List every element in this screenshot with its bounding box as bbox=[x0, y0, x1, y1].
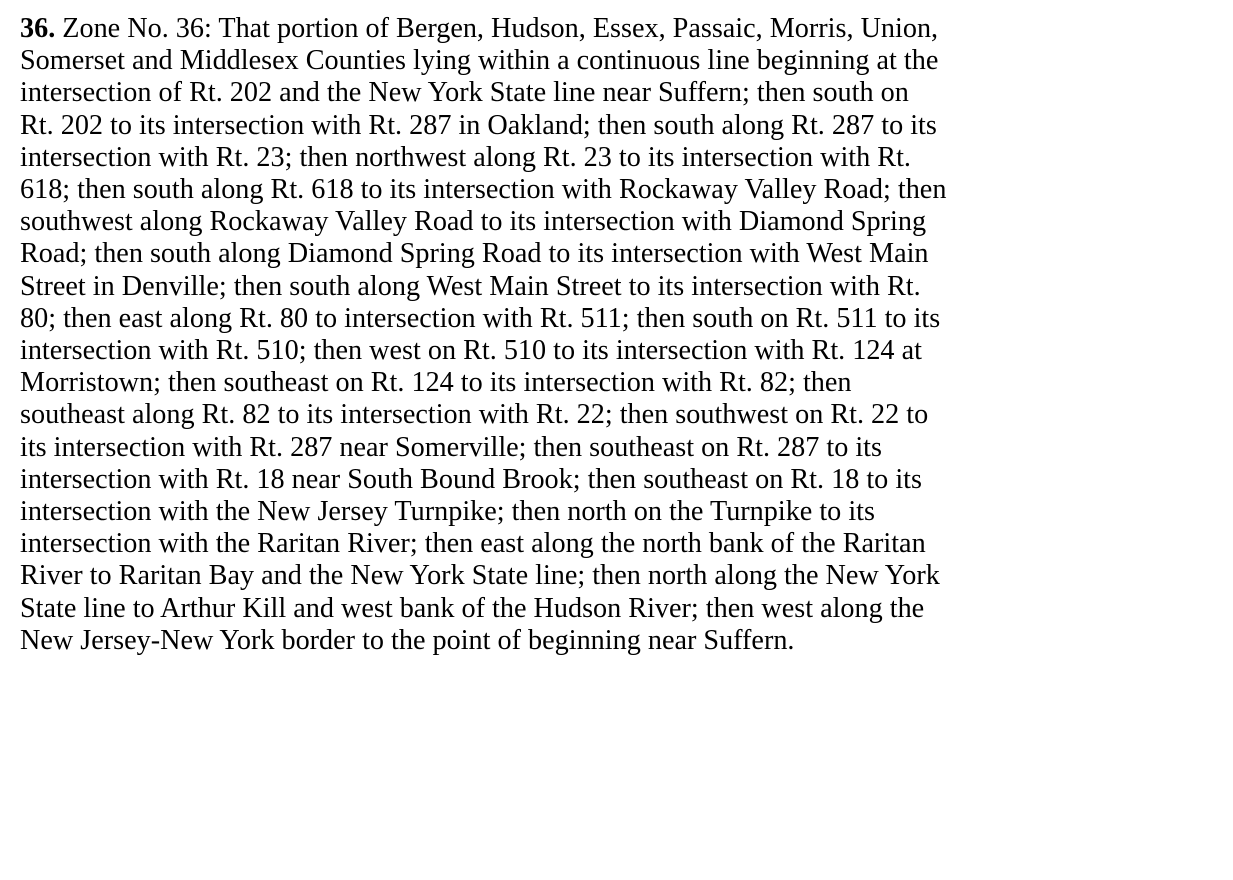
paragraph-line: State line to Arthur Kill and west bank of the Hudson River; then west along the bbox=[20, 592, 925, 624]
paragraph-line: intersection of Rt. 202 and the New York State line near Suffern; then south on bbox=[20, 77, 909, 109]
paragraph-line: River to Raritan Bay and the New York State line; then north along the New York bbox=[20, 560, 940, 592]
paragraph-line: Morristown; then southeast on Rt. 124 to its intersection with Rt. 82; then bbox=[20, 367, 852, 399]
paragraph-line: southwest along Rockaway Valley Road to its intersection with Diamond Spring bbox=[20, 206, 927, 238]
paragraph-line: intersection with Rt. 23; then northwest along Rt. 23 to its intersection with Rt. bbox=[20, 141, 911, 173]
section-number: 36. bbox=[20, 13, 56, 44]
paragraph-line: 618; then south along Rt. 618 to its intersection with Rockaway Valley Road; then bbox=[20, 174, 947, 206]
paragraph-line: intersection with Rt. 18 near South Bound Brook; then southeast on Rt. 18 to its bbox=[20, 463, 922, 495]
paragraph-line: New Jersey-New York border to the point of beginning near Suffern. bbox=[20, 624, 795, 656]
line-text: Zone No. 36: That portion of Bergen, Hudson, Essex, Passaic, Morris, Union, bbox=[55, 13, 939, 44]
paragraph-line: Rt. 202 to its intersection with Rt. 287 in Oakland; then south along Rt. 287 to its bbox=[20, 109, 937, 141]
paragraph-line: 80; then east along Rt. 80 to intersection with Rt. 511; then south on Rt. 511 to its bbox=[20, 302, 941, 334]
paragraph-line bbox=[20, 13, 1225, 45]
paragraph-line: its intersection with Rt. 287 near Somerville; then southeast on Rt. 287 to its bbox=[20, 431, 882, 463]
zone-36-paragraph bbox=[20, 13, 1225, 657]
paragraph-line: Street in Denville; then south along West Main Street to its intersection with Rt. bbox=[20, 270, 921, 302]
paragraph-line: Somerset and Middlesex Counties lying within a continuous line beginning at the bbox=[20, 45, 939, 77]
paragraph-line: intersection with the Raritan River; then east along the north bank of the Raritan bbox=[20, 528, 926, 560]
paragraph-line: intersection with Rt. 510; then west on Rt. 510 to its intersection with Rt. 124 at bbox=[20, 335, 922, 367]
paragraph-line: southeast along Rt. 82 to its intersection with Rt. 22; then southwest on Rt. 22 to bbox=[20, 399, 929, 431]
paragraph-line: Road; then south along Diamond Spring Road to its intersection with West Main bbox=[20, 238, 929, 270]
paragraph-line: intersection with the New Jersey Turnpike; then north on the Turnpike to its bbox=[20, 496, 875, 528]
